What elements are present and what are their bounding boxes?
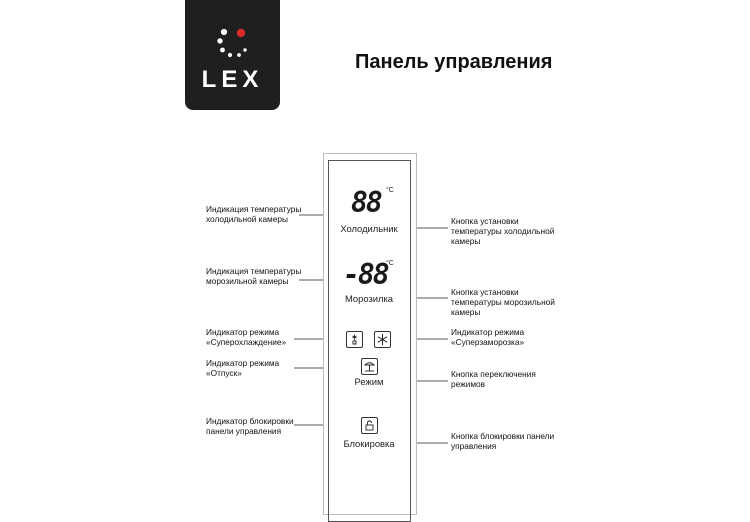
annotation-super-cool-indicator: Индикатор режима «Суперохлаждение» bbox=[206, 327, 287, 347]
snowflake-icon bbox=[375, 332, 390, 347]
lock-indicator bbox=[361, 417, 378, 434]
annotation-vacation-indicator: Индикатор режима «Отпуск» bbox=[206, 358, 280, 378]
fridge-button[interactable]: Холодильник bbox=[340, 223, 398, 234]
mode-button[interactable]: Режим bbox=[354, 376, 384, 387]
super-cool-indicator bbox=[346, 331, 363, 348]
freezer-temp-display: -88 bbox=[343, 258, 388, 291]
fridge-degree-unit: °C bbox=[386, 187, 394, 194]
super-freeze-indicator bbox=[374, 331, 391, 348]
vacation-indicator bbox=[361, 358, 378, 375]
annotation-fridge-temp-indicator: Индикация температуры холодильной камеры bbox=[206, 204, 302, 224]
annotation-fridge-temp-button: Кнопка установки температуры холодильной камеры bbox=[451, 216, 555, 246]
freezer-button[interactable]: Морозилка bbox=[345, 293, 393, 304]
annotation-freezer-temp-button: Кнопка установки температуры морозильной камеры bbox=[451, 287, 555, 317]
annotation-lock-button: Кнопка блокировки панели управления bbox=[451, 431, 555, 451]
annotation-lock-indicator: Индикатор блокировки панели управления bbox=[206, 416, 294, 436]
annotation-mode-switch-button: Кнопка переключения режимов bbox=[451, 369, 536, 389]
lock-icon bbox=[362, 418, 377, 433]
page-title: Панель управления bbox=[355, 51, 553, 73]
annotation-super-freeze-indicator: Индикатор режима «Суперзаморозка» bbox=[451, 327, 525, 347]
brand-name: LEX bbox=[201, 66, 264, 93]
fridge-temp-display: 88 bbox=[351, 186, 381, 219]
lock-button[interactable]: Блокировка bbox=[343, 438, 395, 449]
freezer-degree-unit: °C bbox=[386, 260, 394, 267]
super-cool-icon bbox=[347, 332, 362, 347]
annotation-freezer-temp-indicator: Индикация температуры морозильной камеры bbox=[206, 266, 302, 286]
vacation-icon bbox=[362, 359, 377, 374]
